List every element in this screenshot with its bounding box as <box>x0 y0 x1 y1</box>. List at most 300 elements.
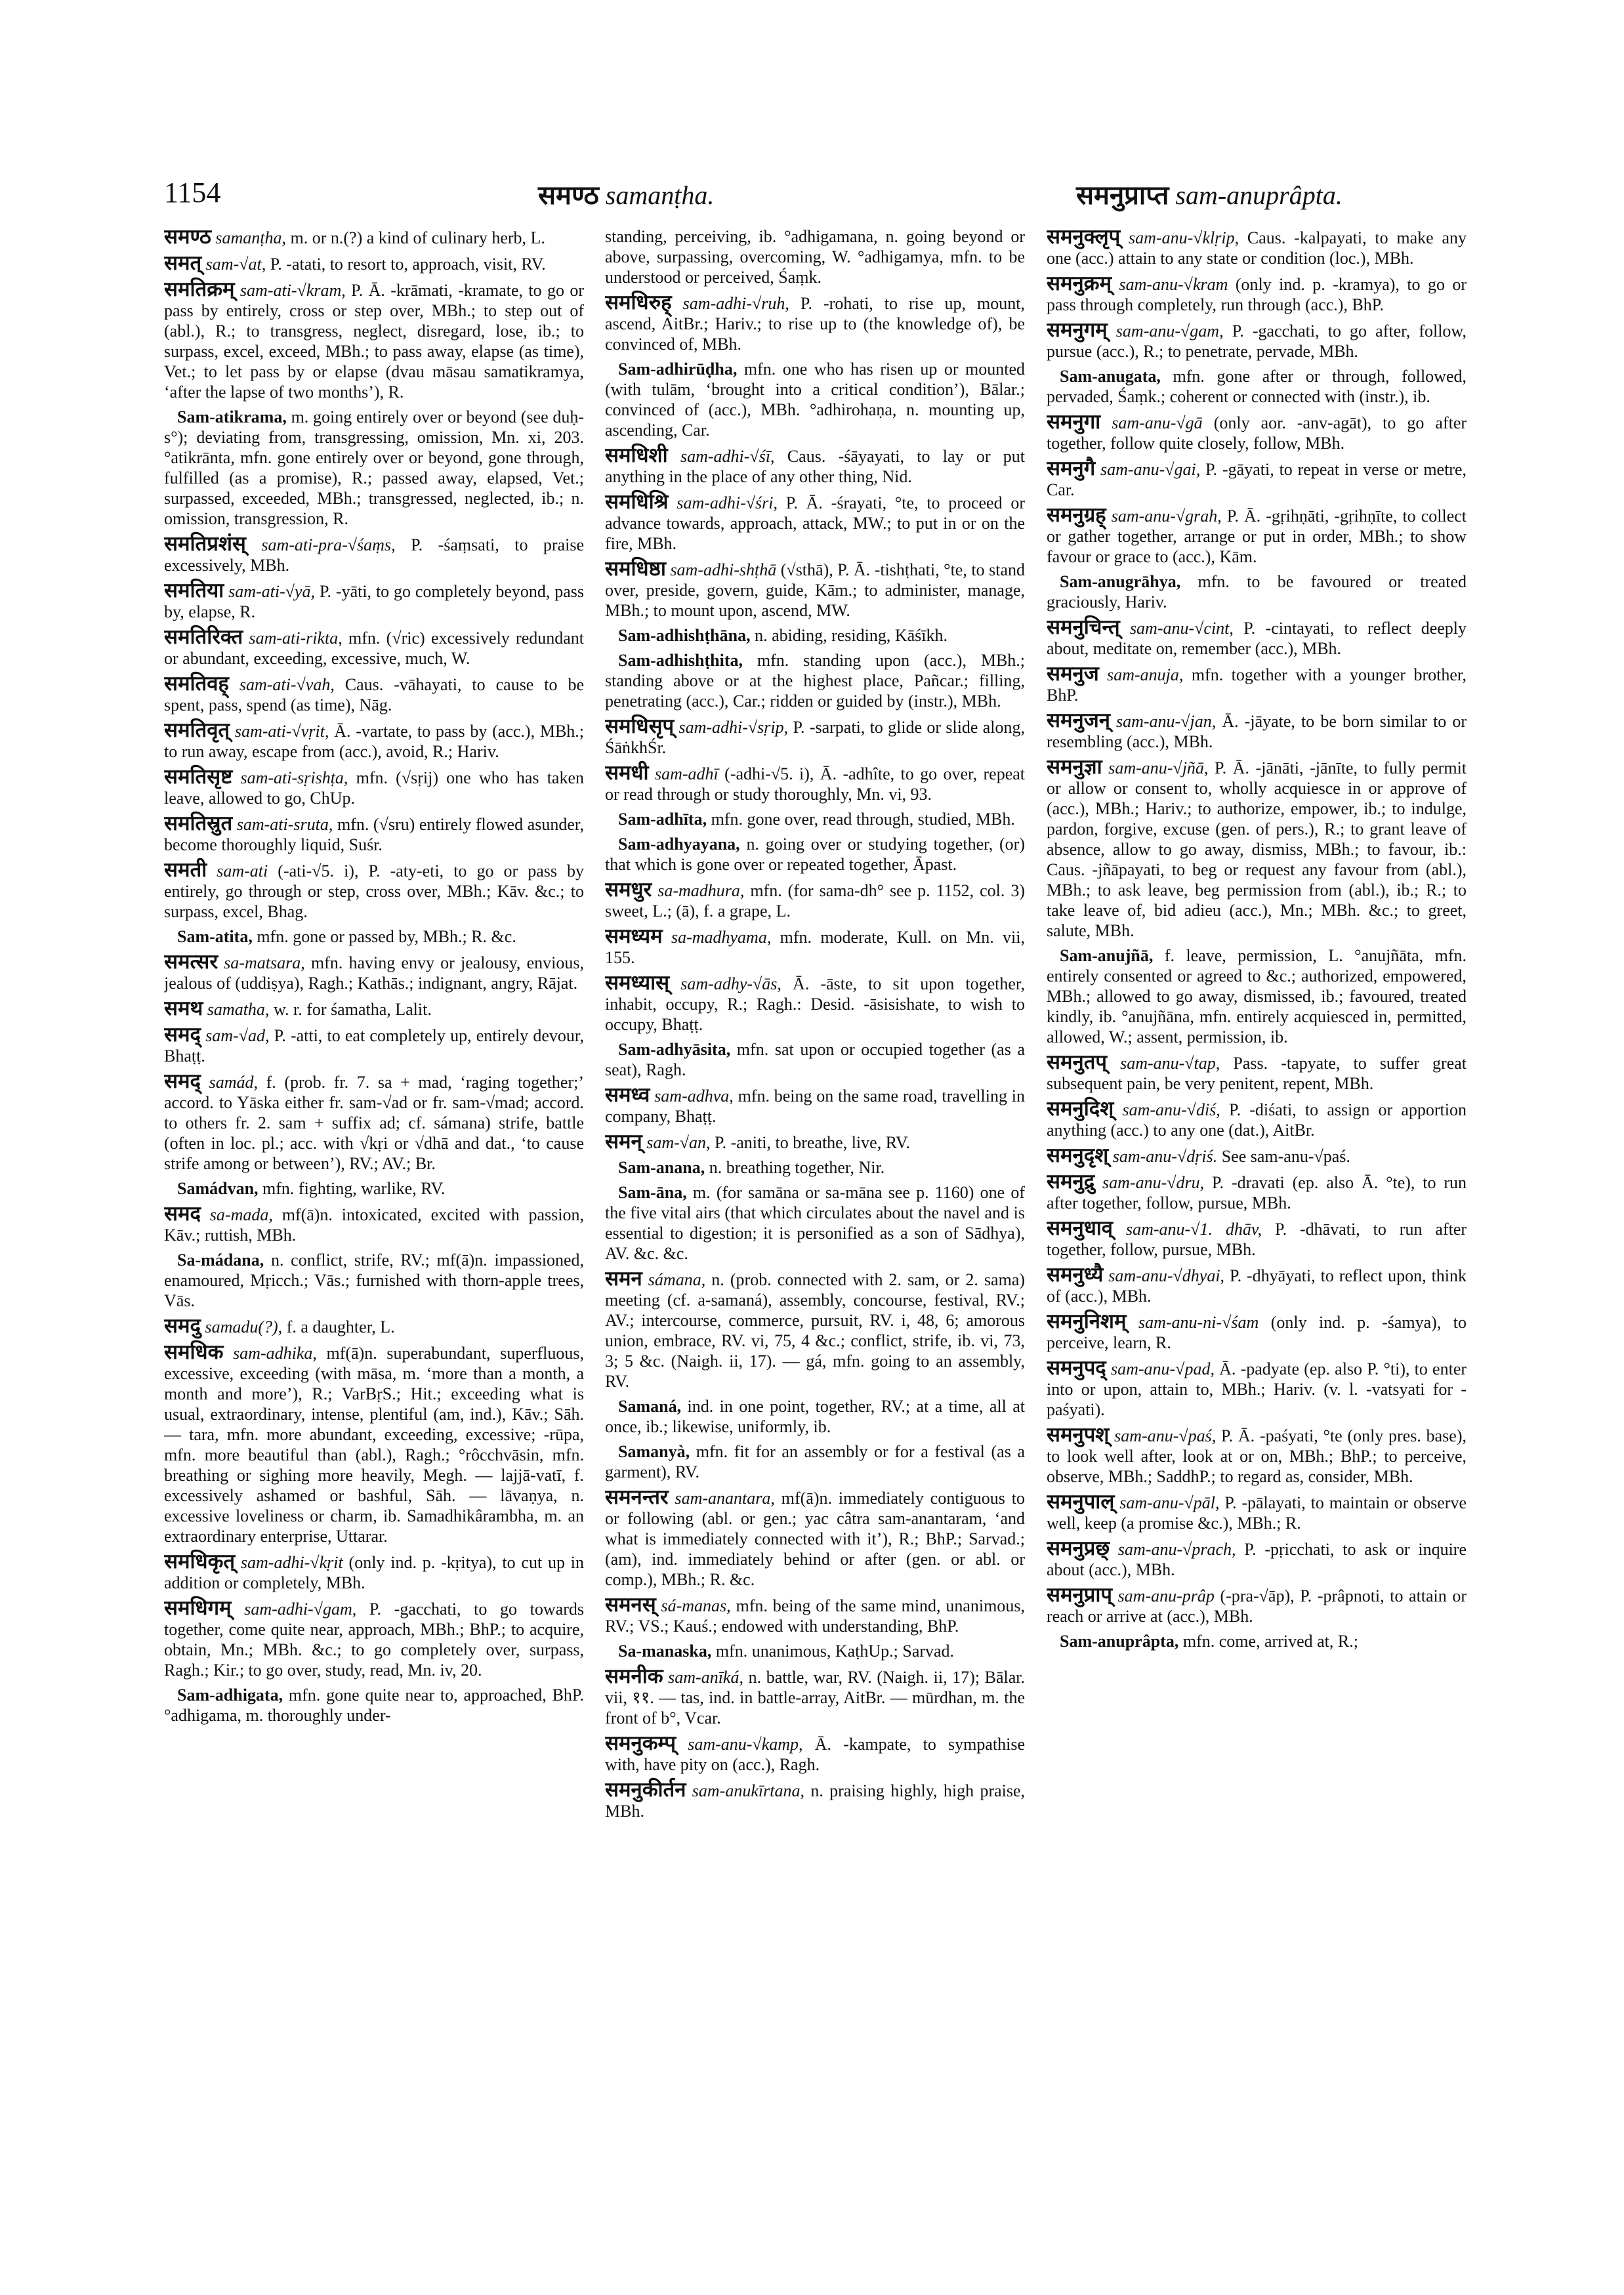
sub-entry <box>164 407 584 529</box>
dictionary-entry <box>605 558 1025 621</box>
dictionary-entry <box>164 533 584 575</box>
transliteration: sam-adhy-√ās, <box>680 974 781 993</box>
sub-entry <box>605 1396 1025 1437</box>
transliteration: sam-anu-√gai, <box>1100 460 1201 479</box>
dictionary-entry <box>164 720 584 762</box>
headword: समत्सर <box>164 950 218 973</box>
transliteration: sam-anu-√pāl, <box>1119 1493 1220 1512</box>
sub-entry <box>605 650 1025 711</box>
sub-entry <box>1047 945 1467 1047</box>
definition: f. leave, permission, L. °anujñāta, mfn. entirely consented or agreed to &c.; authorized, empowered, MBh.; allowed to go away, dismissed, ib.; favoured, treated kindly, ib. °anujñāna, mfn. entirely acquiesced in, permitted, allowed, W.; assent, permission, ib. <box>1047 946 1467 1046</box>
headword: समथ <box>164 997 203 1020</box>
dictionary-entry <box>1047 710 1467 752</box>
transliteration: sam-anu-ni-√śam <box>1138 1313 1259 1332</box>
dictionary-entry <box>164 766 584 808</box>
definition: mfn. (√sṛij) one who has taken leave, allowed to go, ChUp. <box>164 768 584 808</box>
sub-entry <box>164 1685 584 1726</box>
dictionary-entry <box>1047 505 1467 567</box>
transliteration: samád, <box>209 1073 258 1092</box>
transliteration: sam-ati-√vṛit, <box>234 722 329 741</box>
transliteration: sam-anu-√jan, <box>1116 712 1217 731</box>
definition: Ā. -kampate, to sympathise with, have pity on (acc.), Ragh. <box>605 1735 1025 1774</box>
transliteration: sam-anu-√pad, <box>1110 1359 1215 1378</box>
definition: ind. in one point, together, RV.; at a time, all at once, ib.; likewise, uniformly, ib. <box>605 1397 1025 1436</box>
headword: समनुद्रु <box>1047 1170 1095 1193</box>
definition: mfn. fit for an assembly or for a festival (as a garment), RV. <box>605 1442 1025 1481</box>
definition: n. battle, war, RV. (Naigh. ii, 17); Bālar. vii, ११. — tas, ind. in battle-array, AitBr. — mūrdhan, m. the front of b°, Vcar. <box>605 1668 1025 1727</box>
definition: P. Ā. -śrayati, °te, to proceed or advance towards, approach, attack, MW.; to put in or on the fire, MBh. <box>605 493 1025 553</box>
transliteration: sa-madhyama, <box>671 928 772 947</box>
headword: समतिवृत् <box>164 718 230 741</box>
definition: mfn. gone quite near to, approached, BhP. °adhigama, m. thoroughly under- <box>164 1685 584 1725</box>
dictionary-entry <box>164 580 584 622</box>
left-running-head <box>538 176 714 212</box>
headword: समनुगा <box>1047 410 1101 433</box>
headword: समनस् <box>605 1593 656 1616</box>
transliteration: sam-anu-√gā <box>1112 413 1203 432</box>
definition: mfn. to be favoured or treated graciously, Hariv. <box>1047 572 1467 611</box>
dictionary-entry <box>164 279 584 402</box>
definition: (only ind. p. -kramya), to go or pass through completely, run through (acc.), BhP. <box>1047 275 1467 314</box>
left-head-translit: samanṭha. <box>605 180 715 210</box>
definition: (-adhi-√5. i), Ā. -adhîte, to go over, repeat or read through or study thoroughly, Mn. vi, 93. <box>605 764 1025 804</box>
sub-entry <box>605 1441 1025 1482</box>
transliteration: sam-anu-√1. dhāv, <box>1125 1220 1262 1239</box>
headword: समनुध्यै <box>1047 1263 1104 1286</box>
sub-entry <box>605 809 1025 829</box>
transliteration: sam-adhi-√śī, <box>680 447 775 466</box>
transliteration: sam-adhva, <box>654 1086 734 1106</box>
definition: mfn. being of the same mind, unanimous, RV.; VS.; Kauś.; endowed with understanding, BhP. <box>605 1596 1025 1636</box>
right-head-devanagari: समनुप्राप्त <box>1076 180 1169 210</box>
definition: P. -gacchati, to go towards together, come quite near, approach, MBh.; BhP.; to acquire, obtain, Mn.; MBh. &c.; to go completely over, surpass, Ragh.; Kir.; to go over, study, read, Mn. iv, 20. <box>164 1600 584 1680</box>
definition: Pass. -tapyate, to suffer great subsequent pain, be very penitent, repent, MBh. <box>1047 1054 1467 1093</box>
dictionary-entry <box>1047 1491 1467 1533</box>
definition: n. praising highly, high praise, MBh. <box>605 1781 1025 1821</box>
dictionary-entry <box>605 716 1025 758</box>
headword: समनुदिश् <box>1047 1097 1114 1120</box>
dictionary-entry <box>1047 1357 1467 1420</box>
definition: Ā. -vartate, to pass by (acc.), MBh.; to run away, escape from (acc.), avoid, R.; Hariv. <box>164 722 584 761</box>
definition: P. -cintayati, to reflect deeply about, meditate on, remember (acc.), MBh. <box>1047 619 1467 658</box>
definition: mfn. (√sru) entirely flowed asunder, become thoroughly liquid, Suśr. <box>164 815 584 854</box>
headword: समनुज्ञा <box>1047 755 1102 778</box>
headword: समनुग्रह् <box>1047 503 1106 526</box>
headword: समनुज <box>1047 662 1099 685</box>
dictionary-entry <box>1047 756 1467 941</box>
page-number: 1154 <box>164 176 221 209</box>
definition: (-pra-√āp), P. -prâpnoti, to attain or reach or arrive at (acc.), MBh. <box>1047 1586 1467 1626</box>
dictionary-entry <box>164 226 584 248</box>
headword: समध्यास् <box>605 971 670 994</box>
definition: f. (prob. fr. 7. sa + mad, ‘raging together;’ accord. to Yāska either fr. sam-√ad or fr. sam-√mad; accord. to others fr. 2. sam + suffix ad; cf. sámana) strife, battle (often in loc. pl.; acc. with √kṛi or √dhā and dat., ‘to cause strife among or between’), RV.; AV.; Br. <box>164 1073 584 1173</box>
dictionary-entry <box>164 1203 584 1245</box>
left-head-devanagari: समण्ठ <box>538 180 599 210</box>
definition: P. -gāyati, to repeat in verse or metre, Car. <box>1047 460 1467 499</box>
dictionary-entry <box>1047 273 1467 315</box>
definition: P. -atati, to resort to, approach, visit, RV. <box>270 255 546 274</box>
definition: P. Ā. -gṛihṇāti, -gṛihṇīte, to collect or gather together, arrange or put in order, MBh.; to show favour or grace to (acc.), Kām. <box>1047 507 1467 566</box>
transliteration: sam-anu-√dṛiś. <box>1112 1147 1218 1166</box>
dictionary-entry <box>1047 320 1467 362</box>
transliteration: sam-adhi-√ruh, <box>682 294 789 313</box>
definition: Ā. -āste, to sit upon together, inhabit, occupy, R.; Ragh.: Desid. -āsisishate, to wish to occupy, Bhaṭṭ. <box>605 974 1025 1034</box>
dictionary-entry <box>605 1268 1025 1392</box>
headword: समण्ठ <box>164 226 211 248</box>
sub-headword: Sam-anugata, <box>1060 367 1161 386</box>
headword: समतिवह् <box>164 672 229 695</box>
definition: mf(ā)n. intoxicated, excited with passion, Kāv.; ruttish, MBh. <box>164 1205 584 1245</box>
dictionary-entry <box>1047 1145 1467 1167</box>
dictionary-entry <box>605 1733 1025 1775</box>
headword: समधिक <box>164 1340 224 1363</box>
headword: समधुर <box>605 878 652 901</box>
headword: समतिया <box>164 579 224 602</box>
sub-headword: Sam-adhishṭhāna, <box>618 626 751 645</box>
text-columns <box>164 226 1467 2195</box>
definition: f. a daughter, L. <box>286 1317 395 1336</box>
headword: समनुक्लृप् <box>1047 226 1121 248</box>
headword: समतिस्रुत <box>164 812 233 835</box>
transliteration: sam-√an, <box>646 1133 711 1152</box>
definition: P. -diśati, to assign or apportion anything (acc.) to any one (dat.), AitBr. <box>1047 1100 1467 1140</box>
headword: समती <box>164 858 207 881</box>
dictionary-entry <box>1047 411 1467 453</box>
definition: P. -rohati, to rise up, mount, ascend, AitBr.; Hariv.; to rise up to (the knowledge of), be convinced of, MBh. <box>605 294 1025 354</box>
sub-headword: Samanyà, <box>618 1442 690 1461</box>
transliteration: sá-manas, <box>661 1596 731 1615</box>
transliteration: sa-madhura, <box>657 881 745 900</box>
headword: समन् <box>605 1130 642 1153</box>
definition: mfn. together with a younger brother, BhP. <box>1047 665 1467 705</box>
definition: n. breathing together, Nir. <box>709 1158 885 1177</box>
transliteration: sam-anu-prâp <box>1117 1586 1215 1605</box>
headword: समनुगम् <box>1047 318 1108 341</box>
transliteration: sam-anu-√dru, <box>1102 1173 1205 1192</box>
dictionary-entry <box>164 951 584 993</box>
sub-headword: Sa-manaska, <box>618 1642 712 1661</box>
dictionary-entry <box>605 1487 1025 1590</box>
column-3 <box>1047 226 1467 2195</box>
sub-headword: Samaná, <box>618 1397 682 1416</box>
headword: समतिप्रशंस् <box>164 532 246 555</box>
definition: mfn. (√ric) excessively redundant or abundant, exceeding, excessive, much, W. <box>164 629 584 668</box>
dictionary-entry <box>605 445 1025 487</box>
transliteration: sam-ati-√vah, <box>239 675 335 694</box>
transliteration: sam-anuja, <box>1107 665 1184 684</box>
transliteration: sam-anu-√gam, <box>1115 321 1224 341</box>
definition: mf(ā)n. superabundant, superfluous, excessive, exceeding (with māsa, m. ‘more than a month, a month and more’), R.; VarBṛS.; Hit.; exceeding what is usual, extraordinary, intense, plentiful (am, ind.), Kāv.; Sāh. — tara, mfn. more abundant, exceeding, excessive; -rūpa, mfn. more beautiful than (abl.), Ragh.; °rôcchvāsin, mfn. breathing or sighing more heavily, Megh. — lajjā-vatī, f. excessively ashamed or bashful, Sāh. — lāvaṇya, n. excessive loveliness or charm, ib. Samadhikârambha, m. an extraordinary enterprise, Uttarar. <box>164 1344 584 1546</box>
column-1 <box>164 226 584 2195</box>
transliteration: samanṭha, <box>215 228 287 247</box>
headword: समनुदृश् <box>1047 1144 1109 1167</box>
definition: mfn. sat upon or occupied together (as a seat), Ragh. <box>605 1040 1025 1079</box>
dictionary-entry <box>605 1131 1025 1153</box>
definition: P. -dravati (ep. also Ā. °te), to run after together, follow, pursue, MBh. <box>1047 1173 1467 1212</box>
definition: P. -aniti, to breathe, live, RV. <box>715 1133 910 1152</box>
headword: समधिष्ठा <box>605 557 666 580</box>
definition: n. abiding, residing, Kāśīkh. <box>755 626 947 645</box>
definition: Caus. -kalpayati, to make any one (acc.) attain to any state or condition (loc.), MBh. <box>1047 228 1467 268</box>
sub-entry <box>1047 366 1467 407</box>
definition: standing, perceiving, ib. °adhigamana, n. going beyond or above, surpassing, overcoming, W. °adhigamya, mfn. to be understood or perceived, Śaṃk. <box>605 227 1025 287</box>
transliteration: sam-anu-√klṛip, <box>1129 228 1239 247</box>
transliteration: sam-adhi-shṭhā <box>670 560 777 579</box>
sub-entry <box>605 625 1025 646</box>
transliteration: sam-√at, <box>205 255 266 274</box>
dictionary-entry <box>605 1666 1025 1728</box>
dictionary-entry <box>1047 458 1467 500</box>
sub-entry <box>164 926 584 947</box>
headword: समदु <box>164 1314 201 1337</box>
page-header <box>164 176 1463 215</box>
transliteration: sam-anu-√kamp, <box>688 1735 803 1754</box>
definition: P. -gacchati, to go after, follow, pursue (acc.), R.; to penetrate, pervade, MBh. <box>1047 321 1467 361</box>
headword: समतिरिक्त <box>164 625 243 648</box>
definition: P. -pālayati, to maintain or observe well, keep (a promise &c.), MBh.; R. <box>1047 1493 1467 1533</box>
headword: समनुधाव् <box>1047 1216 1114 1239</box>
transliteration: sam-ati-√kram, <box>239 281 346 300</box>
headword: समनुतप् <box>1047 1050 1107 1073</box>
dictionary-entry <box>164 859 584 922</box>
dictionary-entry <box>164 627 584 669</box>
headword: समधिश्रि <box>605 490 669 513</box>
definition: P. Ā. -paśyati, °te (only pres. base), to look well after, look at or on, MBh.; BhP.; to perceive, observe, MBh.; SaddhP.; to regard as, consider, MBh. <box>1047 1426 1467 1486</box>
dictionary-entry <box>1047 1424 1467 1487</box>
definition: P. -śaṃsati, to praise excessively, MBh. <box>164 535 584 575</box>
headword: समनन्तर <box>605 1485 669 1508</box>
headword: समतिक्रम् <box>164 278 235 300</box>
sub-entry <box>605 359 1025 440</box>
dictionary-entry <box>1047 1538 1467 1580</box>
headword: समनुपद् <box>1047 1356 1106 1379</box>
dictionary-entry <box>605 972 1025 1035</box>
sub-entry <box>164 1250 584 1311</box>
transliteration: sámana, <box>648 1270 706 1289</box>
sub-headword: Sam-atita, <box>177 927 253 946</box>
transliteration: sam-anu-√tap, <box>1120 1054 1220 1073</box>
definition: P. -atti, to eat completely up, entirely devour, Bhaṭṭ. <box>164 1026 584 1065</box>
headword: समधिसृप् <box>605 714 675 737</box>
right-running-head <box>1076 176 1343 212</box>
dictionary-entry <box>1047 1264 1467 1306</box>
dictionary-entry <box>1047 226 1467 268</box>
transliteration: samatha, <box>207 1000 270 1019</box>
transliteration: sam-adhi-√kṛit <box>240 1553 343 1572</box>
transliteration: sam-anu-√paś, <box>1114 1426 1217 1445</box>
dictionary-entry <box>1047 1098 1467 1140</box>
definition: n. going over or studying together, (or) that which is gone over or repeated together, Āpast. <box>605 835 1025 874</box>
headword: समन <box>605 1267 642 1290</box>
transliteration: sa-mada, <box>209 1205 273 1224</box>
dictionary-entry <box>605 879 1025 921</box>
definition: Ā. -padyate (ep. also P. °ti), to enter into or upon, attain to, MBh.; Hariv. (v. l. -vatsyati for -paśyati). <box>1047 1359 1467 1419</box>
transliteration: sam-adhi-√gam, <box>244 1600 357 1619</box>
headword: समधिरुह् <box>605 291 672 314</box>
transliteration: samadu(?), <box>205 1317 283 1336</box>
dictionary-entry <box>605 292 1025 354</box>
transliteration: sam-ati <box>217 861 268 880</box>
headword: समध्यम <box>605 924 663 947</box>
headword: समनुनिशम् <box>1047 1310 1127 1333</box>
transliteration: sam-adhī <box>654 764 718 783</box>
headword: समनुप्राप् <box>1047 1583 1112 1606</box>
definition: (√sthā), P. Ā. -tishṭhati, °te, to stand over, preside, govern, guide, Kām.; to administer, manage, MBh.; to mount upon, ascend, MW. <box>605 560 1025 620</box>
dictionary-entry <box>1047 1311 1467 1353</box>
transliteration: sam-ati-rikta, <box>249 629 343 648</box>
sub-headword: Sam-adhyayana, <box>618 835 740 854</box>
headword: समत् <box>164 251 202 274</box>
headword: समनुप्रछ् <box>1047 1537 1110 1560</box>
definition: Caus. -vāhayati, to cause to be spent, pass, spend (as time), Nāg. <box>164 675 584 714</box>
dictionary-entry <box>605 491 1025 554</box>
transliteration: sam-anu-√dhyai, <box>1108 1266 1225 1285</box>
definition: P. -dhāvati, to run after together, follow, pursue, MBh. <box>1047 1220 1467 1259</box>
headword: समधिशी <box>605 444 668 466</box>
definition: mfn. standing upon (acc.), MBh.; standing above or at the highest place, Pañcar.; filling, penetrating (acc.), Car.; ridden or guided by (instr.), MBh. <box>605 651 1025 711</box>
headword: समनुकम्प् <box>605 1731 677 1754</box>
definition: (only ind. p. -kṛitya), to cut up in addition or completely, MBh. <box>164 1553 584 1592</box>
transliteration: sam-adhi-√sṛip, <box>678 718 789 737</box>
dictionary-entry <box>164 253 584 274</box>
transliteration: sam-adhika, <box>233 1344 317 1363</box>
sub-entry <box>605 1157 1025 1178</box>
transliteration: sam-√ad, <box>205 1026 270 1045</box>
dictionary-entry <box>1047 1218 1467 1260</box>
definition: mf(ā)n. immediately contiguous to or following (abl. or gen.; yac câtra sam-anantaram, ‘and what is immediately connected with it’), R.; BhP.; Sarvad.; (am), ind. immediately behind or after (gen. or abl. or comp.), MBh.; R. &c. <box>605 1489 1025 1589</box>
dictionary-entry <box>164 1598 584 1680</box>
definition: P. Ā. -krāmati, -kramate, to go or pass by entirely, cross or step over, MBh.; to step out of (abl.), R.; to transgress, neglect, disregard, lose, ib.; to surpass, excel, exceed, MBh.; to pass away, elapse (as time), Vet.; to let pass by or elapse (dvau māsau samatikramya, ‘after the lapse of two months’), R. <box>164 281 584 402</box>
sub-entry <box>1047 571 1467 612</box>
definition: (-ati-√5. i), P. -aty-eti, to go or pass by entirely, go through or step, cross over, MBh.; Kāv. &c.; to surpass, excel, Bhag. <box>164 861 584 921</box>
sub-headword: Sam-adhīta, <box>618 810 707 829</box>
transliteration: sam-anu-√diś, <box>1122 1100 1220 1119</box>
definition: (only aor. -anv-agāt), to go after together, follow quite closely, follow, MBh. <box>1047 413 1467 453</box>
sub-entry <box>605 1641 1025 1661</box>
headword: समनुगै <box>1047 457 1096 480</box>
definition: mfn. (for sama-dh° see p. 1152, col. 3) sweet, L.; (ā), f. a grape, L. <box>605 881 1025 920</box>
transliteration: sam-anu-√grah, <box>1111 507 1222 526</box>
dictionary-entry <box>1047 1171 1467 1213</box>
headword: समधिगम् <box>164 1596 232 1619</box>
definition: mfn. gone or passed by, MBh.; R. &c. <box>257 927 516 946</box>
headword: समनुक्रम् <box>1047 272 1112 295</box>
transliteration: sam-ati-sruta, <box>236 815 333 834</box>
transliteration: sa-matsara, <box>224 953 305 972</box>
dictionary-entry <box>164 1024 584 1066</box>
definition: See sam-anu-√paś. <box>1221 1147 1350 1166</box>
dictionary-entry <box>164 1071 584 1174</box>
definition: mfn. having envy or jealousy, envious, jealous of (uddiṣya), Ragh.; Kathās.; indignant, angry, Rājat. <box>164 953 584 993</box>
headword: समद <box>164 1202 201 1225</box>
definition: n. (prob. connected with 2. sam, or 2. sama) meeting (cf. a-samaná), assembly, concourse, festival, RV.; AV.; intercourse, commerce, pursuit, RV. i, 48, 6; amorous union, embrace, RV. vi, 75, 4 &c.; conflict, strife, ib. vi, 73, 3; 5 &c. (Naigh. ii, 17). — gá, mfn. going to an assembly, RV. <box>605 1270 1025 1391</box>
transliteration: sam-anu-√cint, <box>1129 619 1234 638</box>
dictionary-entry <box>1047 1052 1467 1094</box>
headword: समनुपश् <box>1047 1423 1110 1446</box>
dictionary-entry <box>1047 617 1467 659</box>
sub-headword: Sam-atikrama, <box>177 407 287 426</box>
right-head-translit: sam-anuprâpta. <box>1175 180 1343 210</box>
sub-headword: Sam-anana, <box>618 1158 705 1177</box>
dictionary-entry <box>605 1085 1025 1127</box>
headword: समतिसृष्ट <box>164 765 233 788</box>
transliteration: sam-adhi-√śri, <box>677 493 778 512</box>
sub-headword: Sa-mádana, <box>177 1251 264 1270</box>
definition: mfn. gone after or through, followed, pervaded, Śaṃk.; coherent or connected with (instr.), ib. <box>1047 367 1467 406</box>
headword: समनुपाल् <box>1047 1490 1115 1513</box>
headword: समद् <box>164 1069 201 1092</box>
dictionary-entry <box>1047 663 1467 705</box>
dictionary-entry <box>605 1594 1025 1636</box>
definition: mfn. unanimous, KaṭhUp.; Sarvad. <box>715 1642 955 1661</box>
headword: समद् <box>164 1023 201 1046</box>
dictionary-entry <box>164 1551 584 1593</box>
dictionary-entry <box>164 998 584 1020</box>
sub-headword: Sam-adhyāsita, <box>618 1040 731 1059</box>
dictionary-entry <box>164 673 584 715</box>
headword: समनीक <box>605 1664 663 1687</box>
definition: P. -sarpati, to glide or slide along, ŚāṅkhŚr. <box>605 718 1025 757</box>
transliteration: sam-anu-√jñā, <box>1108 758 1209 777</box>
dictionary-entry <box>1047 1584 1467 1626</box>
dictionary-entry <box>605 226 1025 287</box>
sub-entry <box>1047 1631 1467 1651</box>
sub-headword: Sam-anuprâpta, <box>1060 1632 1179 1651</box>
definition: m. or n.(?) a kind of culinary herb, L. <box>290 228 545 247</box>
dictionary-entry <box>605 926 1025 968</box>
sub-headword: Sam-adhirūḍha, <box>618 360 738 379</box>
definition: m. going entirely over or beyond (see duḥ-s°); deviating from, transgressing, omission, Mn. xi, 203. °atikrānta, mfn. gone entirely over or beyond, gone through, fulfilled (as a promise), R.; passed away, elapsed, Vet.; surpassed, exceeded, MBh.; transgressed, neglected, ib.; n. omission, transgression, R. <box>164 407 584 528</box>
definition: P. Ā. -jānāti, -jānīte, to fully permit or allow or consent to, wholly acquiesce in or approve of (acc.), MBh.; Hariv.; to authorize, empower, ib.; to indulge, pardon, forgive, excuse (gen. of pers.), R.; to grant leave of absence, allow to go away, dismiss, MBh.; to favour, ib.: Caus. -jñāpayati, to beg or request any favour from (abl.), MBh.; to ask leave, beg permission from (abl.), ib.; R.; to take leave of, bid adieu (acc.), Mn.; MBh. &c.; to greet, salute, MBh. <box>1047 758 1467 940</box>
dictionary-entry <box>605 1779 1025 1821</box>
dictionary-entry <box>164 1342 584 1546</box>
definition: m. (for samāna or sa-māna see p. 1160) one of the five vital airs (that which circulates about the navel and is essential to digestion; it is personified as a son of Sādhya), AV. &c. &c. <box>605 1183 1025 1263</box>
definition: (only ind. p. -śamya), to perceive, learn, R. <box>1047 1313 1467 1352</box>
transliteration: sam-ati-pra-√śaṃs, <box>261 535 396 554</box>
definition: mfn. moderate, Kull. on Mn. vii, 155. <box>605 928 1025 967</box>
transliteration: sam-ati-sṛishṭa, <box>240 768 348 787</box>
headword: समनुकीर्तन <box>605 1778 686 1801</box>
definition: Caus. -śāyayati, to lay or put anything in the place of any other thing, Nid. <box>605 447 1025 486</box>
dictionary-entry <box>164 813 584 855</box>
sub-headword: Samádvan, <box>177 1179 259 1198</box>
definition: mfn. fighting, warlike, RV. <box>262 1179 446 1198</box>
transliteration: sam-anīká, <box>668 1668 743 1687</box>
definition: mfn. gone over, read through, studied, MBh. <box>711 810 1015 829</box>
headword: समनुचिन्त् <box>1047 615 1120 638</box>
definition: P. -pṛicchati, to ask or inquire about (acc.), MBh. <box>1047 1540 1467 1579</box>
sub-headword: Sam-adhigata, <box>177 1685 283 1705</box>
sub-entry <box>605 1182 1025 1264</box>
sub-headword: Sam-anujñā, <box>1060 946 1154 965</box>
transliteration: sam-anukīrtana, <box>692 1781 804 1800</box>
sub-entry <box>605 834 1025 875</box>
definition: P. -yāti, to go completely beyond, pass by, elapse, R. <box>164 582 584 621</box>
definition: n. conflict, strife, RV.; mf(ā)n. impassioned, enamoured, Mṛicch.; Vās.; furnished with thorn-apple trees, Vās. <box>164 1251 584 1310</box>
definition: w. r. for śamatha, Lalit. <box>273 1000 432 1019</box>
headword: समधिकृत् <box>164 1550 236 1573</box>
transliteration: sam-ati-√yā, <box>228 582 316 601</box>
sub-headword: Sam-āna, <box>618 1183 687 1202</box>
dictionary-entry <box>164 1315 584 1337</box>
headword: समनुजन् <box>1047 709 1110 732</box>
definition: P. -dhyāyati, to reflect upon, think of (acc.), MBh. <box>1047 1266 1467 1306</box>
sub-headword: Sam-adhishṭhita, <box>618 651 743 670</box>
headword: समध्व <box>605 1083 650 1106</box>
sub-entry <box>605 1039 1025 1080</box>
transliteration: sam-anu-√kram <box>1119 275 1228 294</box>
dictionary-entry <box>605 762 1025 804</box>
